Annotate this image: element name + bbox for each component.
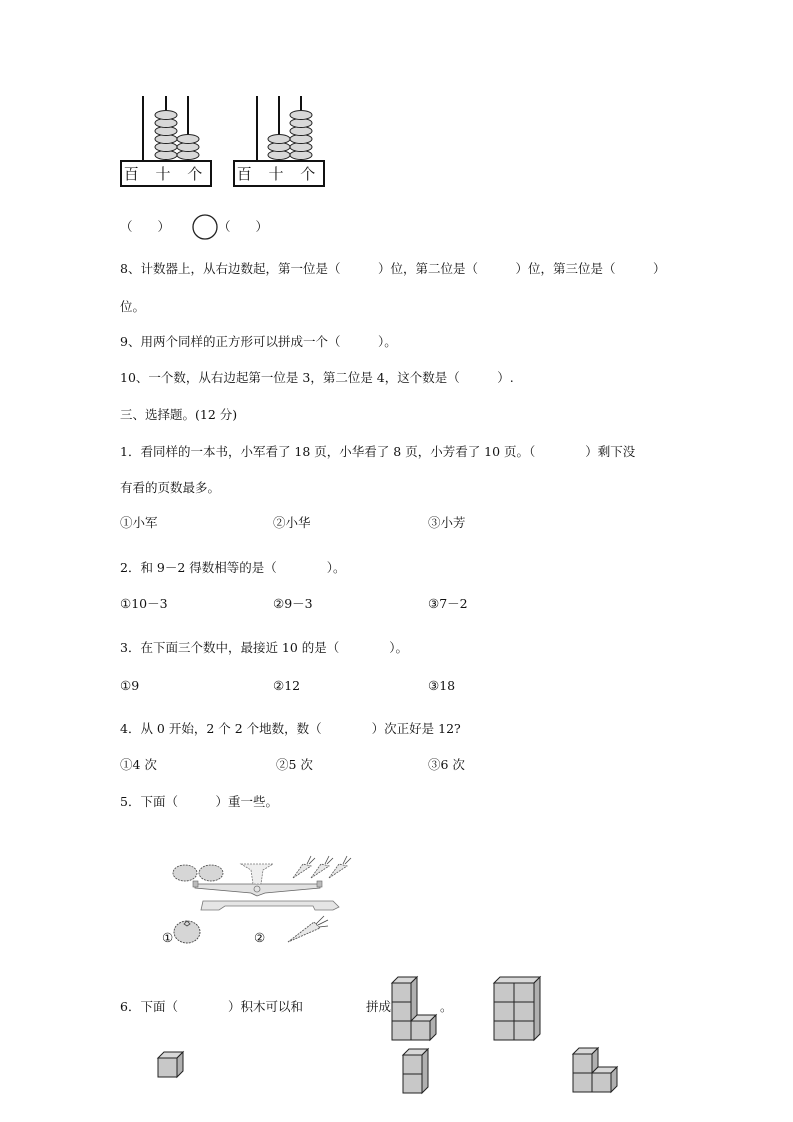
q1-option-2[interactable]: ②小华	[273, 515, 311, 530]
orange-icon	[199, 865, 223, 881]
choice-q1: 1．看同样的一本书，小军看了 18 页，小华看了 8 页，小芳看了 10 页。（ ）剩下没	[120, 444, 636, 459]
q1-option-3[interactable]: ③小芳	[428, 515, 466, 530]
q4-option-3[interactable]: ③6 次	[428, 757, 465, 772]
place-value-labels: 百 十 个	[236, 165, 322, 183]
option-single-cube[interactable]	[156, 1050, 186, 1080]
block-l-shape	[390, 974, 450, 1044]
tens-beads	[268, 135, 290, 160]
compare-circle[interactable]	[191, 213, 219, 241]
choice-q6-middle: 拼成	[366, 999, 392, 1014]
option-two-cube-column[interactable]	[401, 1047, 431, 1097]
q3-option-2[interactable]: ②12	[273, 678, 301, 693]
choice-q1-cont: 有看的页数最多。	[120, 480, 221, 495]
q2-option-2[interactable]: ②9－3	[273, 596, 313, 611]
q3-option-1[interactable]: ①9	[120, 678, 140, 693]
choice-q4: 4．从 0 开始，2 个 2 个地数，数（ ）次正好是 12?	[120, 721, 461, 736]
question-9: 9、用两个同样的正方形可以拼成一个（ ）。	[120, 334, 397, 349]
q4-option-1[interactable]: ①4 次	[120, 757, 157, 772]
section-title: 三、选择题。(12 分)	[120, 407, 238, 422]
question-8: 8、计数器上，从右边数起，第一位是（ ）位，第二位是（ ）位，第三位是（ ）	[120, 261, 666, 276]
compare-left-blank[interactable]: （ ）	[120, 219, 171, 234]
q2-option-1[interactable]: ①10－3	[120, 596, 168, 611]
q4-option-2[interactable]: ②5 次	[276, 757, 313, 772]
q2-option-3[interactable]: ③7－2	[428, 596, 468, 611]
ones-beads	[290, 111, 312, 160]
choice-q5: 5．下面（ ）重一些。	[120, 794, 278, 809]
orange-icon	[172, 918, 206, 946]
q5-option-2[interactable]: ②	[254, 930, 266, 945]
place-value-labels: 百 十 个	[123, 165, 209, 183]
choice-q6-end: 。	[440, 999, 453, 1014]
ones-beads	[177, 135, 199, 160]
carrot-icon	[293, 864, 347, 878]
q5-option-1[interactable]: ①	[162, 930, 174, 945]
question-10: 10、一个数，从右边起第一位是 3，第二位是 4，这个数是（ ）.	[120, 370, 514, 385]
question-8-cont: 位。	[120, 299, 146, 314]
choice-q6: 6．下面（ ）积木可以和	[120, 999, 303, 1014]
carrot-icon	[286, 914, 330, 944]
choice-q3: 3．在下面三个数中，最接近 10 的是（ ）。	[120, 640, 409, 655]
abacus-2-label-box	[233, 160, 325, 187]
choice-q2: 2．和 9－2 得数相等的是（ ）。	[120, 560, 346, 575]
compare-right-blank[interactable]: （ ）	[218, 219, 269, 234]
option-three-cube-l[interactable]	[571, 1046, 621, 1096]
abacus-1-label-box	[120, 160, 212, 187]
balance-scale-figure	[165, 848, 365, 918]
block-2x3	[492, 974, 547, 1044]
tens-beads	[155, 111, 177, 160]
q1-option-1[interactable]: ①小军	[120, 515, 158, 530]
q3-option-3[interactable]: ③18	[428, 678, 456, 693]
orange-icon	[173, 865, 197, 881]
